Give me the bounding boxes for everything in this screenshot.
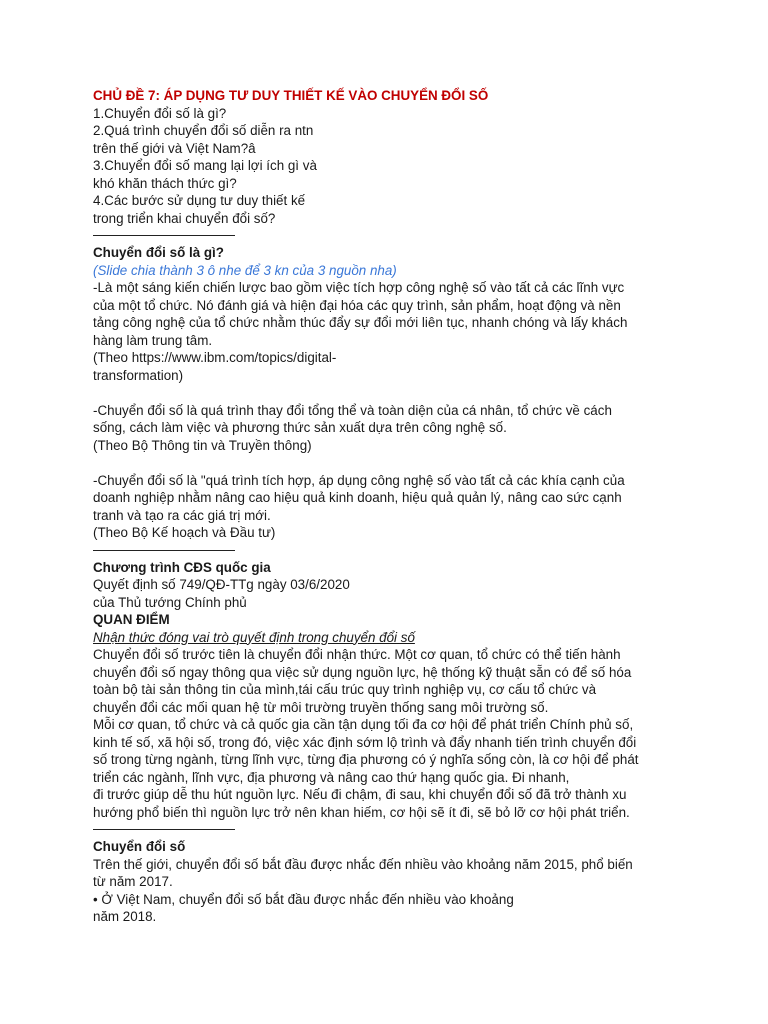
- paragraph-line: kinh tế số, xã hội số, trong đó, việc xác định sớm lộ trình và đẩy nhanh tiến trình chuyển đổi: [93, 734, 637, 750]
- paragraph-line: hướng phổ biến thì nguồn lực trở nên khan hiếm, cơ hội sẽ ít đi, sẽ bỏ lỡ cơ hội phát triển.: [93, 804, 630, 820]
- source-citation: transformation): [93, 367, 184, 383]
- outline-line: trên thế giới và Việt Nam?â: [93, 140, 256, 156]
- outline-line: 3.Chuyển đổi số mang lại lợi ích gì và: [93, 158, 317, 173]
- paragraph: [93, 646, 683, 716]
- document-page: [93, 87, 683, 926]
- paragraph-line: doanh nghiệp nhằm nâng cao hiệu quả kinh doanh, hiệu quả quản lý, nâng cao sức cạnh: [93, 490, 622, 505]
- source-citation: (Theo https://www.ibm.com/topics/digital-: [93, 350, 337, 365]
- separator-line: [93, 821, 235, 830]
- section-heading: Chương trình CĐS quốc gia: [93, 559, 271, 575]
- definition-ibm: [93, 279, 683, 384]
- outline-line: 1.Chuyển đổi số là gì?: [93, 105, 227, 121]
- separator-line: [93, 227, 235, 236]
- paragraph-line: triển các ngành, lĩnh vực, địa phương và nâng cao thứ hạng quốc gia. Đi nhanh,: [93, 769, 570, 785]
- separator-line: [93, 542, 235, 551]
- paragraph-line: -Chuyển đổi số là quá trình thay đổi tổng thể và toàn diện của cá nhân, tổ chức về cách: [93, 402, 612, 418]
- paragraph-line: toàn bộ tài sản thông tin của mình,tái cấu trúc quy trình nghiệp vụ, cơ cấu tổ chức và: [93, 682, 597, 697]
- paragraph-line: tảng công nghệ của tổ chức nhằm thúc đẩy sự đổi mới liên tục, nhanh chóng và lấy khách: [93, 315, 628, 330]
- definition-ministry-planning: [93, 472, 683, 542]
- decision-line: Quyết định số 749/QĐ-TTg ngày 03/6/2020: [93, 577, 350, 592]
- paragraph-line: từ năm 2017.: [93, 874, 173, 889]
- outline-line: trong triển khai chuyển đổi số?: [93, 210, 276, 226]
- paragraph: [93, 716, 683, 821]
- view-title: Nhận thức đóng vai trò quyết định trong chuyển đổi số: [93, 629, 415, 645]
- paragraph-line: số trong từng ngành, từng lĩnh vực, từng địa phương có ý nghĩa sống còn, là cơ hội để phát: [93, 752, 639, 767]
- paragraph-line: -Là một sáng kiến chiến lược bao gồm việc tích hợp công nghệ số vào tất cả các lĩnh vực: [93, 280, 625, 295]
- section-heading: Chuyển đổi số là gì?: [93, 245, 224, 260]
- paragraph-line: Mỗi cơ quan, tổ chức và cả quốc gia cần tận dụng tối đa cơ hội để phát triển Chính phủ số,: [93, 717, 634, 732]
- subheading: QUAN ĐIỂM: [93, 612, 170, 627]
- paragraph-line: Chuyển đổi số trước tiên là chuyển đổi nhận thức. Một cơ quan, tổ chức có thể tiến hành: [93, 647, 621, 662]
- outline-list: [93, 105, 683, 228]
- paragraph-line: tranh và tạo ra các giá trị mới.: [93, 507, 271, 523]
- source-citation: (Theo Bộ Thông tin và Truyền thông): [93, 437, 312, 453]
- outline-line: 2.Quá trình chuyển đổi số diễn ra ntn: [93, 123, 314, 138]
- decision-line: của Thủ tướng Chính phủ: [93, 594, 247, 610]
- paragraph-line: chuyển đổi các mối quan hệ từ môi trường truyền thống sang môi trường số.: [93, 699, 549, 715]
- bullet-item: năm 2018.: [93, 909, 157, 924]
- paragraph-line: -Chuyển đổi số là "quá trình tích hợp, áp dụng công nghệ số vào tất cả các khía cạnh của: [93, 472, 625, 488]
- editor-note: (Slide chia thành 3 ô nhe để 3 kn của 3 nguồn nha): [93, 262, 397, 278]
- definition-ministry-ict: [93, 402, 683, 455]
- paragraph-line: Trên thế giới, chuyển đổi số bắt đầu được nhắc đến nhiều vào khoảng năm 2015, phổ biến: [93, 856, 633, 872]
- outline-line: khó khăn thách thức gì?: [93, 175, 237, 191]
- source-citation: (Theo Bộ Kế hoạch và Đầu tư): [93, 525, 276, 540]
- paragraph-line: sống, cách làm việc và phương thức sản xuất dựa trên công nghệ số.: [93, 420, 507, 435]
- paragraph-line: của một tổ chức. Nó đánh giá và hiện đại hóa các quy trình, sản phẩm, hoạt động và nền: [93, 297, 621, 313]
- document-title: CHỦ ĐỀ 7: ÁP DỤNG TƯ DUY THIẾT KẾ VÀO CHUYỂN ĐỔI SỐ: [93, 88, 489, 103]
- outline-line: 4.Các bước sử dụng tư duy thiết kế: [93, 193, 306, 208]
- paragraph-line: hàng làm trung tâm.: [93, 332, 213, 348]
- section-heading: Chuyển đổi số: [93, 839, 186, 854]
- bullet-item: • Ở Việt Nam, chuyển đổi số bắt đầu được nhắc đến nhiều vào khoảng: [93, 891, 514, 907]
- paragraph-line: chuyển đổi số ngay thông qua việc sử dụng nguồn lực, hệ thống kỹ thuật sẵn có để số hóa: [93, 664, 632, 680]
- paragraph-line: đi trước giúp dễ thu hút nguồn lực. Nếu đi chậm, đi sau, khi chuyển đổi số đã trở thành xu: [93, 787, 627, 802]
